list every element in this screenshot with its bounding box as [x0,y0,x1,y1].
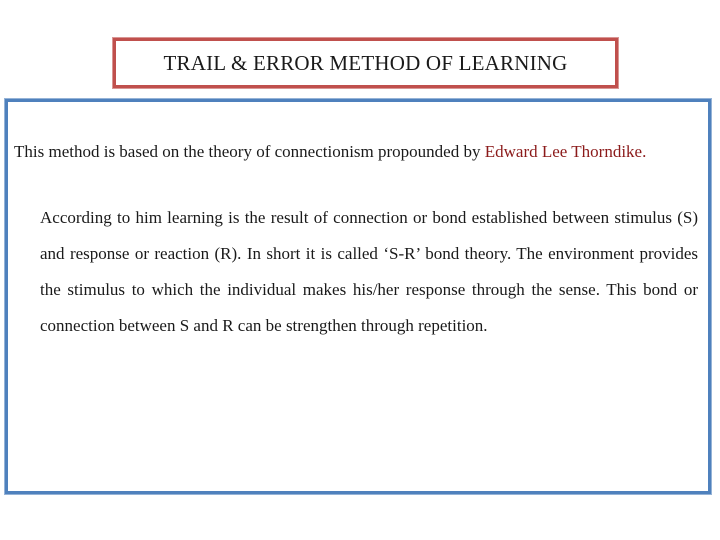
intro-text: This method is based on the theory of connectionism propounded by [14,142,485,161]
intro-paragraph [14,138,684,166]
title-box [113,38,618,88]
slide-title: TRAIL & ERROR METHOD OF LEARNING [163,50,568,75]
author-name: Edward Lee Thorndike. [484,142,647,161]
body-paragraph: According to him learning is the result of connection or bond established between stimulus (S) and response or reaction (R). In short it is called ‘S-R’ bond theory. The environment provides the stimulus to which the individual makes his/her response through the sense. This bond or connection between S and R can be strengthen through repetition. [40,208,698,335]
content-box [5,99,711,494]
